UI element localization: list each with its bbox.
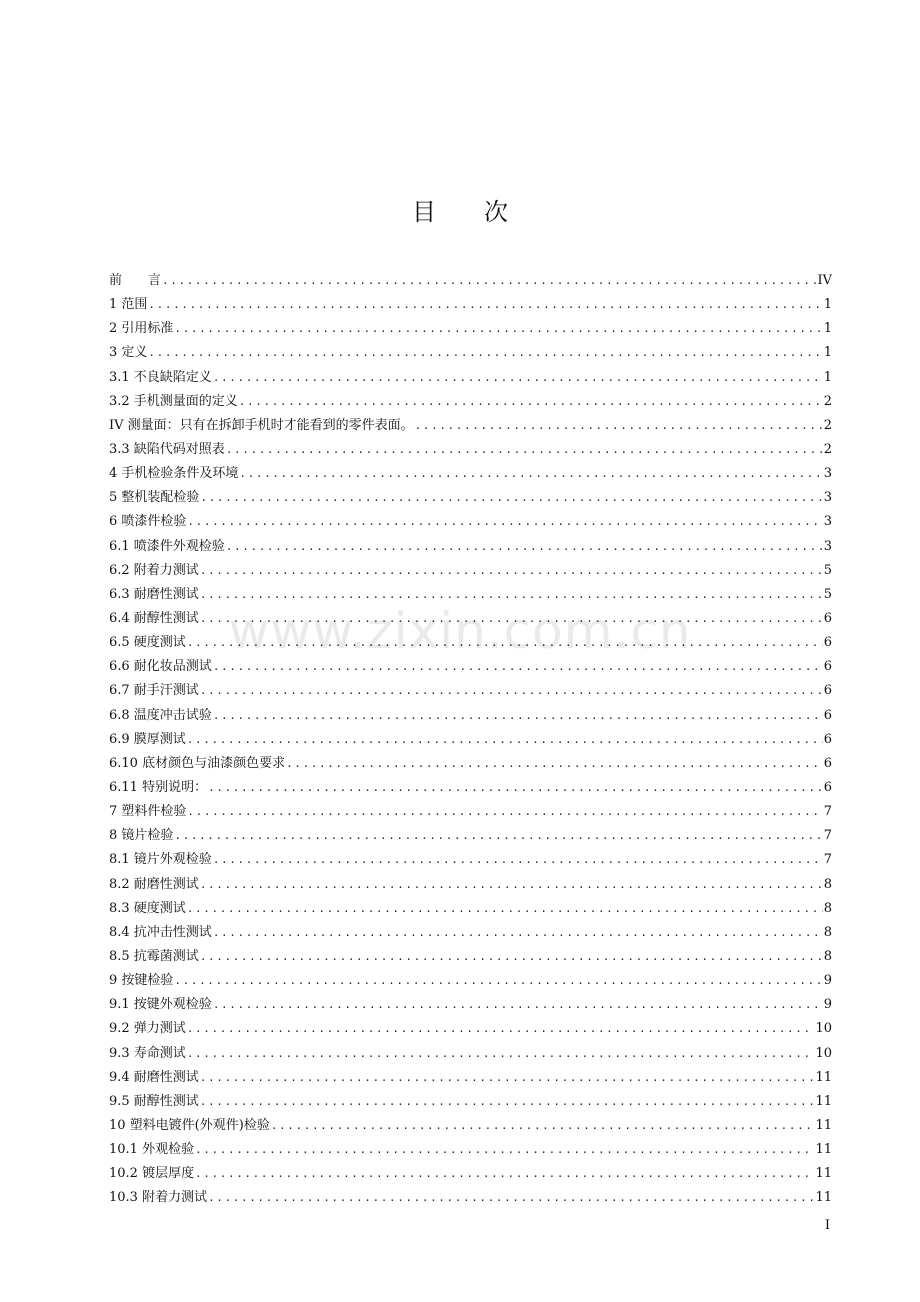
toc-leader-dots <box>213 921 823 945</box>
toc-entry[interactable] <box>109 390 832 414</box>
title-char-1: 目 <box>412 198 436 226</box>
toc-entry-page-number: 11 <box>815 1069 832 1085</box>
toc-leader-dots <box>195 1162 814 1186</box>
toc-leader-dots <box>213 655 823 679</box>
toc-entry-label: 6.2 附着力测试 <box>109 562 199 578</box>
toc-entry-label: 5 整机装配检验 <box>109 490 200 506</box>
toc-entry[interactable] <box>109 824 832 848</box>
toc-entry[interactable] <box>109 752 832 776</box>
toc-entry-page-number: 11 <box>815 1093 832 1109</box>
toc-entry-label: 前 言 <box>109 273 162 288</box>
toc-entry[interactable] <box>109 1114 832 1138</box>
toc-leader-dots <box>213 848 823 872</box>
toc-leader-dots <box>200 945 823 969</box>
toc-entry-label: 6.5 硬度测试 <box>109 635 186 651</box>
toc-entry-page-number: 1 <box>823 345 832 361</box>
toc-entry[interactable] <box>109 559 832 583</box>
toc-entry[interactable] <box>109 679 832 703</box>
toc-entry-page-number: 10 <box>815 1045 832 1061</box>
toc-entry-page-number: 8 <box>823 900 832 916</box>
toc-leader-dots <box>271 1114 815 1138</box>
toc-entry-label: 8.1 镜片外观检验 <box>109 852 212 868</box>
toc-entry-label: 6.4 耐醇性测试 <box>109 610 199 626</box>
toc-entry[interactable] <box>109 800 832 824</box>
toc-entry-label: 10.2 镀层厚度 <box>109 1166 195 1182</box>
toc-entry-label: 3.3 缺陷代码对照表 <box>109 441 225 457</box>
toc-entry-page-number: 7 <box>823 804 832 820</box>
toc-entry-label: 10.3 附着力测试 <box>109 1190 208 1206</box>
toc-entry-label: 10 塑料电镀件(外观件)检验 <box>109 1117 270 1133</box>
toc-entry-label: 7 塑料件检验 <box>109 804 187 820</box>
toc-entry[interactable] <box>109 269 832 293</box>
toc-entry[interactable] <box>109 1162 832 1186</box>
title-char-2: 次 <box>484 198 508 226</box>
toc-entry-page-number: 9 <box>823 973 832 989</box>
toc-entry-page-number: 7 <box>823 852 832 868</box>
toc-entry[interactable] <box>109 293 832 317</box>
toc-entry-page-number: 5 <box>823 586 832 602</box>
toc-leader-dots <box>195 1138 814 1162</box>
toc-leader-dots <box>187 1017 815 1041</box>
toc-entry-label: 3.1 不良缺陷定义 <box>109 369 212 385</box>
toc-leader-dots <box>239 462 822 486</box>
toc-leader-dots <box>162 269 816 293</box>
toc-entry[interactable] <box>109 848 832 872</box>
toc-leader-dots <box>208 776 823 800</box>
toc-entry-label: 6.3 耐磨性测试 <box>109 586 199 602</box>
toc-entry-page-number: 2 <box>823 393 832 409</box>
toc-entry[interactable] <box>109 462 832 486</box>
toc-entry-label: 9.1 按键外观检验 <box>109 997 212 1013</box>
toc-entry-page-number: 9 <box>823 997 832 1013</box>
toc-leader-dots <box>174 969 822 993</box>
toc-leader-dots <box>187 1042 815 1066</box>
toc-entry-page-number: 6 <box>823 731 832 747</box>
toc-leader-dots <box>187 897 823 921</box>
toc-entry[interactable] <box>109 1042 832 1066</box>
toc-leader-dots <box>187 800 822 824</box>
toc-entry-page-number: 6 <box>823 610 832 626</box>
toc-entry[interactable] <box>109 510 832 534</box>
toc-entry-label: 9.4 耐磨性测试 <box>109 1069 199 1085</box>
toc-entry-label: 9.2 弹力测试 <box>109 1021 186 1037</box>
toc-leader-dots <box>200 1090 815 1114</box>
toc-leader-dots <box>226 535 823 559</box>
toc-leader-dots <box>226 438 823 462</box>
toc-entry[interactable] <box>109 414 832 438</box>
toc-entry-label: 4 手机检验条件及环境 <box>109 466 239 482</box>
toc-leader-dots <box>200 679 823 703</box>
toc-entry-label: 8 镜片检验 <box>109 828 174 844</box>
toc-entry[interactable] <box>109 776 832 800</box>
toc-leader-dots <box>200 486 822 510</box>
toc-entry[interactable] <box>109 631 832 655</box>
toc-leader-dots <box>213 704 823 728</box>
toc-entry[interactable] <box>109 607 832 631</box>
toc-entry[interactable] <box>109 438 832 462</box>
toc-entry-page-number: 6 <box>823 659 832 675</box>
toc-leader-dots <box>239 390 823 414</box>
toc-entry-page-number: 2 <box>823 417 832 433</box>
watermark: www.zixin.com.cn <box>228 602 692 660</box>
toc-leader-dots <box>187 728 823 752</box>
toc-entry[interactable] <box>109 873 832 897</box>
toc-entry-label: 3 定义 <box>109 345 148 361</box>
toc-entry-page-number: 3 <box>823 538 832 554</box>
toc-leader-dots <box>200 873 823 897</box>
toc-entry-label: 8.3 硬度测试 <box>109 900 186 916</box>
toc-entry-page-number: 8 <box>823 924 832 940</box>
toc-entry-page-number: IV <box>817 273 832 288</box>
toc-leader-dots <box>213 366 823 390</box>
toc-entry[interactable] <box>109 486 832 510</box>
toc-entry-page-number: 6 <box>823 635 832 651</box>
toc-leader-dots <box>415 414 823 438</box>
toc-entry[interactable] <box>109 1138 832 1162</box>
toc-entry-label: 9.5 耐醇性测试 <box>109 1093 199 1109</box>
toc-entry-label: 10.1 外观检验 <box>109 1142 195 1158</box>
toc-entry-label: 6.6 耐化妆品测试 <box>109 659 212 675</box>
toc-entry-label: 9.3 寿命测试 <box>109 1045 186 1061</box>
toc-entry-label: 6.1 喷漆件外观检验 <box>109 538 225 554</box>
toc-leader-dots <box>213 993 823 1017</box>
toc-entry-label: 8.2 耐磨性测试 <box>109 876 199 892</box>
toc-entry-label: 9 按键检验 <box>109 973 174 989</box>
toc-leader-dots <box>200 1066 815 1090</box>
toc-leader-dots <box>148 293 822 317</box>
toc-entry[interactable] <box>109 535 832 559</box>
toc-entry-label: 6 喷漆件检验 <box>109 514 187 530</box>
toc-entry[interactable] <box>109 366 832 390</box>
toc-leader-dots <box>208 1186 814 1210</box>
toc-entry[interactable] <box>109 1017 832 1041</box>
toc-entry[interactable] <box>109 583 832 607</box>
toc-entry-page-number: 6 <box>823 707 832 723</box>
toc-entry-page-number: 3 <box>823 490 832 506</box>
toc-entry-label: 6.7 耐手汗测试 <box>109 683 199 699</box>
toc-entry-label: 6.8 温度冲击试验 <box>109 707 212 723</box>
toc-leader-dots <box>200 583 823 607</box>
table-of-contents <box>109 269 832 1210</box>
toc-entry[interactable] <box>109 704 832 728</box>
toc-leader-dots <box>187 631 823 655</box>
toc-entry[interactable] <box>109 1090 832 1114</box>
toc-leader-dots <box>200 607 823 631</box>
toc-entry-page-number: 11 <box>815 1117 832 1133</box>
toc-leader-dots <box>174 824 822 848</box>
toc-leader-dots <box>286 752 823 776</box>
toc-entry-page-number: 1 <box>823 297 832 313</box>
toc-entry[interactable] <box>109 1066 832 1090</box>
toc-entry-page-number: 5 <box>823 562 832 578</box>
toc-entry[interactable] <box>109 969 832 993</box>
toc-entry-page-number: 1 <box>823 369 832 385</box>
toc-entry-label: 3.2 手机测量面的定义 <box>109 393 238 409</box>
toc-entry[interactable] <box>109 945 832 969</box>
toc-leader-dots <box>174 317 822 341</box>
toc-entry-page-number: 6 <box>823 779 832 795</box>
toc-entry-page-number: 11 <box>815 1142 832 1158</box>
toc-entry-label: 8.5 抗霉菌测试 <box>109 948 199 964</box>
toc-entry-page-number: 1 <box>823 321 832 337</box>
toc-entry-label: 6.10 底材颜色与油漆颜色要求 <box>109 755 286 771</box>
toc-entry[interactable] <box>109 1186 832 1210</box>
toc-leader-dots <box>200 559 823 583</box>
toc-entry-label: IV 测量面：只有在拆卸手机时才能看到的零件表面。 <box>109 417 414 433</box>
toc-entry-page-number: 7 <box>823 828 832 844</box>
toc-entry-label: 6.11 特别说明： <box>109 779 208 795</box>
toc-leader-dots <box>187 510 822 534</box>
toc-leader-dots <box>148 341 822 365</box>
toc-entry-label: 6.9 膜厚测试 <box>109 731 186 747</box>
toc-entry-label: 2 引用标准 <box>109 321 174 337</box>
toc-entry-page-number: 6 <box>823 683 832 699</box>
toc-entry[interactable] <box>109 341 832 365</box>
toc-entry-page-number: 2 <box>823 441 832 457</box>
toc-entry[interactable] <box>109 728 832 752</box>
toc-entry-page-number: 6 <box>823 755 832 771</box>
toc-entry[interactable] <box>109 317 832 341</box>
toc-entry-page-number: 10 <box>815 1021 832 1037</box>
toc-entry[interactable] <box>109 655 832 679</box>
toc-entry-page-number: 8 <box>823 948 832 964</box>
toc-entry[interactable] <box>109 993 832 1017</box>
footer-page-number: I <box>824 1218 830 1233</box>
toc-entry-label: 1 范围 <box>109 297 148 313</box>
toc-entry-page-number: 11 <box>815 1190 832 1206</box>
toc-entry-page-number: 8 <box>823 876 832 892</box>
toc-entry[interactable] <box>109 897 832 921</box>
toc-entry-page-number: 3 <box>823 466 832 482</box>
toc-entry[interactable] <box>109 921 832 945</box>
page-title <box>0 192 920 227</box>
toc-entry-label: 8.4 抗冲击性测试 <box>109 924 212 940</box>
toc-entry-page-number: 3 <box>823 514 832 530</box>
toc-entry-page-number: 11 <box>815 1166 832 1182</box>
